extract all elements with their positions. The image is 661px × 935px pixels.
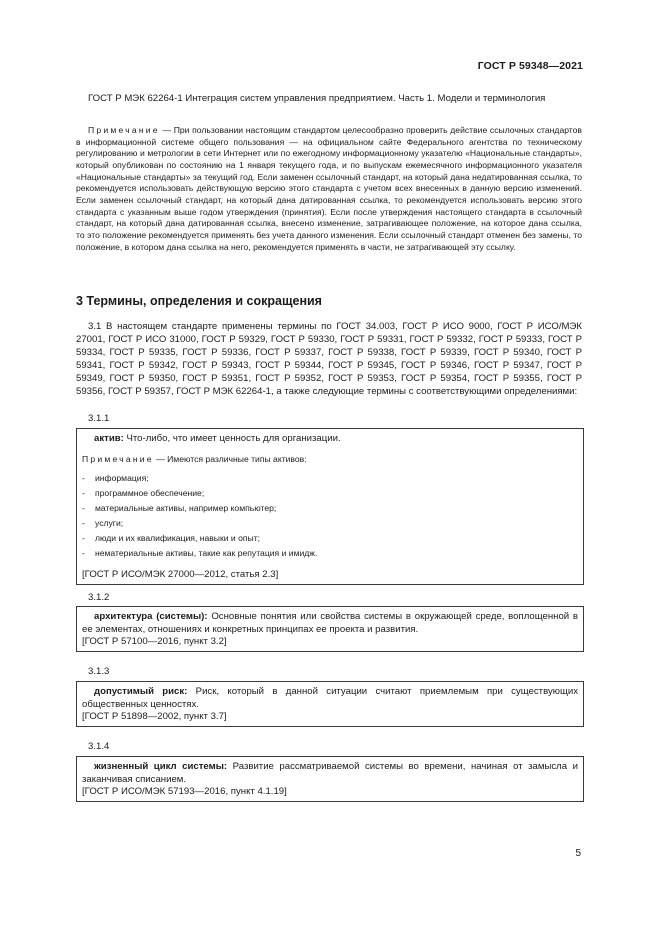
term-box-system-life-cycle [76,756,584,802]
list-item: - программное обеспечение; [82,486,578,501]
term-source: [ГОСТ Р 57100—2016, пункт 3.2] [82,636,227,647]
term-definition: Основные понятия или свойства системы в окружающей среде, воплощенной в ее элементах, отношениях и конкретных принципах ее проекта и развития. [82,611,578,635]
term-number: 3.1.2 [88,592,110,603]
term-definition-line [82,686,578,711]
list-dash: - [82,502,85,513]
normative-reference: ГОСТ Р МЭК 62264-1 Интеграция систем управления предприятием. Часть 1. Модели и терминология [88,93,546,104]
note-label: Примечание [88,125,160,135]
term-box-asset [76,428,584,585]
list-item: - услуги; [82,516,578,531]
term-name: архитектура (системы): [94,611,208,622]
term-number: 3.1.3 [88,666,110,677]
list-dash: - [82,487,85,498]
list-dash: - [82,547,85,558]
note-label: Примечание [82,453,154,464]
section-title: 3 Термины, определения и сокращения [76,294,322,308]
term-definition: Что-либо, что имеет ценность для организации. [123,433,341,444]
list-dash: - [82,517,85,528]
term-definition-line [82,761,578,786]
list-dash: - [82,532,85,543]
list-item: - люди и их квалификация, навыки и опыт; [82,531,578,546]
term-source: [ГОСТ Р 51898—2002, пункт 3.7] [82,711,227,722]
term-number: 3.1.1 [88,413,110,424]
term-number: 3.1.4 [88,741,110,752]
term-name: актив: [94,433,124,444]
term-definition-line [82,611,578,636]
list-item: - информация; [82,471,578,486]
note-text: — Имеются различные типы активов: [153,453,307,464]
term-source: [ГОСТ Р ИСО/МЭК 27000—2012, статья 2.3] [82,568,279,580]
term-box-acceptable-risk [76,681,584,727]
term-definition: Риск, который в данной ситуации считают приемлемым при существующих общественных ценностях. [82,686,578,710]
term-box-architecture [76,606,584,652]
terms-intro-paragraph: 3.1 В настоящем стандарте применены термины по ГОСТ 34.003, ГОСТ Р ИСО 9000, ГОСТ Р ИСО/МЭК 27001, ГОСТ Р ИСО 31000, ГОСТ Р 59329, ГОСТ Р 59330, ГОСТ Р 59331, ГОСТ Р 59332, ГОСТ Р 59333, ГОСТ Р 59334, ГОСТ Р 59335, ГОСТ Р 59336, ГОСТ Р 59337, ГОСТ Р 59338, ГОСТ Р 59339, ГОСТ Р 59340, ГОСТ Р 59341, ГОСТ Р 59342, ГОСТ Р 59343, ГОСТ Р 59344, ГОСТ Р 59345, ГОСТ Р 59346, ГОСТ Р 59347, ГОСТ Р 59349, ГОСТ Р 59350, ГОСТ Р 59351, ГОСТ Р 59352, ГОСТ Р 59353, ГОСТ Р 59354, ГОСТ Р 59355, ГОСТ Р 59356, ГОСТ Р 59357, ГОСТ Р МЭК 62264-1, а также следующие термины с соответствующими определениями: [76,321,582,397]
page-number: 5 [575,848,581,859]
reference-note [76,125,582,253]
term-definition: Развитие рассматриваемой системы во времени, начиная от замысла и заканчивая списанием. [82,761,578,785]
list-dash: - [82,472,85,483]
term-note [82,454,578,465]
list-item: - нематериальные активы, такие как репутация и имидж. [82,546,578,561]
list-item: - материальные активы, например компьютер; [82,501,578,516]
term-name: допустимый риск: [94,686,188,697]
term-source: [ГОСТ Р ИСО/МЭК 57193—2016, пункт 4.1.19] [82,786,287,797]
term-name: жизненный цикл системы: [94,761,228,772]
note-text: — При пользовании настоящим стандартом целесообразно проверить действие ссылочных стандартов в информационной системе общего пользования — на официальном сайте Федерального агентства по техническому регулированию и метрологии в сети Интернет или по ежегодному информационному указателю «Национальные стандарты», который опубликован по состоянию на 1 января текущего года, и по выпускам ежемесячного информационного указателя «Национальные стандарты» за текущий год. Если заменен ссылочный стандарт, на который дана недатированная ссылка, то рекомендуется использовать действующую версию этого стандарта с учетом всех внесенных в данную версию изменений. Если заменен ссылочный стандарт, на который дана датированная ссылка, то рекомендуется использовать версию этого стандарта с указанным выше годом утверждения (принятия). Если после утверждения настоящего стандарта в ссылочный стандарт, на который дана датированная ссылка, внесено изменение, затрагивающее положение, на которое дана ссылка, то это положение рекомендуется применять без учета данного изменения. Если ссылочный стандарт отменен без замены, то положение, в котором дана ссылка на него, рекомендуется применять в части, не затрагивающей эту ссылку. [76,125,582,252]
asset-types-list [82,471,578,561]
term-definition-line [82,433,578,446]
standard-code-header: ГОСТ Р 59348—2021 [477,60,583,72]
